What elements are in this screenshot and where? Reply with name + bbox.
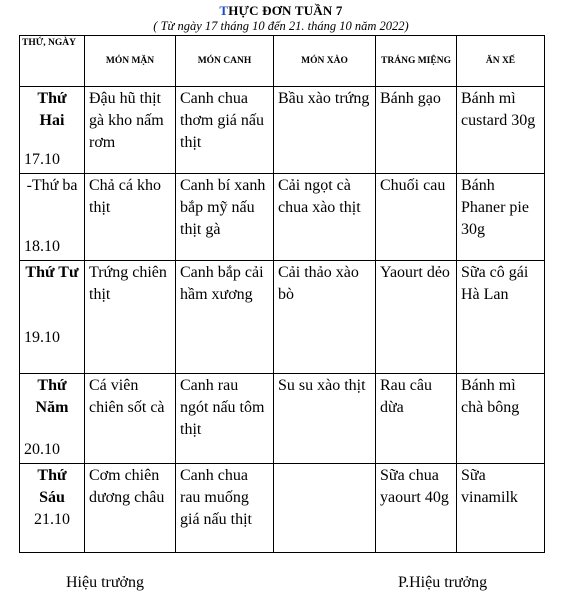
day-cell: [20, 87, 85, 174]
header-row: [20, 36, 545, 87]
day-date: 20.10: [24, 441, 60, 458]
table-row: [20, 174, 545, 261]
header-stir-fry: MÓN XÀO: [274, 36, 376, 87]
day-date: 21.10: [34, 511, 70, 528]
day-cell: [20, 374, 85, 464]
snack-cell: Bánh Phaner pie 30g: [457, 174, 545, 261]
day-name: Thứ Năm: [35, 377, 69, 416]
table-row: [20, 464, 545, 553]
day-date: 19.10: [24, 329, 60, 346]
table-row: [20, 87, 545, 174]
dessert-cell: Yaourt dẻo: [376, 261, 457, 374]
day-cell: [20, 464, 85, 553]
main-dish-cell: Chả cá kho thịt: [85, 174, 176, 261]
day-date: 18.10: [24, 238, 60, 255]
dessert-cell: Chuối cau: [376, 174, 457, 261]
header-snack: ĂN XẾ: [457, 36, 545, 87]
soup-cell: Canh rau ngót nấu tôm thịt: [176, 374, 274, 464]
soup-cell: Canh chua thơm giá nấu thịt: [176, 87, 274, 174]
stir-fry-cell: Bầu xào trứng: [274, 87, 376, 174]
stir-fry-cell: [274, 464, 376, 553]
stir-fry-cell: Su su xào thịt: [274, 374, 376, 464]
day-name: Thứ Tư: [25, 264, 79, 281]
table-row: [20, 374, 545, 464]
soup-cell: Canh chua rau muống giá nấu thịt: [176, 464, 274, 553]
soup-cell: Canh bí xanh bắp mỹ nấu thịt gà: [176, 174, 274, 261]
dessert-cell: Bánh gạo: [376, 87, 457, 174]
day-cell: [20, 261, 85, 374]
snack-cell: Sữa cô gái Hà Lan: [457, 261, 545, 374]
snack-cell: Bánh mì chà bông: [457, 374, 545, 464]
header-main-dish: MÓN MẶN: [85, 36, 176, 87]
soup-cell: Canh bắp cải hầm xương: [176, 261, 274, 374]
weekly-menu-table: [19, 35, 545, 553]
menu-title-first-letter: T: [219, 3, 229, 18]
header-dessert: TRÁNG MIỆNG: [376, 36, 457, 87]
main-dish-cell: Cơm chiên dương châu: [85, 464, 176, 553]
main-dish-cell: Trứng chiên thịt: [85, 261, 176, 374]
dessert-cell: Rau câu dừa: [376, 374, 457, 464]
menu-subtitle: ( Từ ngày 17 tháng 10 đến 21. tháng 10 năm 2022): [153, 19, 409, 33]
table-row: [20, 261, 545, 374]
main-dish-cell: Cá viên chiên sốt cà: [85, 374, 176, 464]
vice-principal-signature-label: P.Hiệu trưởng: [398, 574, 488, 591]
day-cell: [20, 174, 85, 261]
stir-fry-cell: Cải ngọt cà chua xào thịt: [274, 174, 376, 261]
menu-title-rest: HỰC ĐƠN TUẦN 7: [228, 3, 343, 18]
header-day: THỨ, NGÀY: [20, 36, 85, 87]
snack-cell: Bánh mì custard 30g: [457, 87, 545, 174]
day-name: -Thứ ba: [26, 177, 78, 194]
header-soup: MÓN CANH: [176, 36, 274, 87]
menu-title: [0, 3, 562, 19]
main-dish-cell: Đậu hũ thịt gà kho nấm rơm: [85, 87, 176, 174]
stir-fry-cell: Cải thảo xào bò: [274, 261, 376, 374]
day-date: 17.10: [24, 151, 60, 168]
day-name: Thứ Sáu: [37, 467, 67, 506]
snack-cell: Sữa vinamilk: [457, 464, 545, 553]
dessert-cell: Sữa chua yaourt 40g: [376, 464, 457, 553]
principal-signature-label: Hiệu trưởng: [66, 574, 145, 591]
day-name: Thứ Hai: [37, 90, 67, 129]
